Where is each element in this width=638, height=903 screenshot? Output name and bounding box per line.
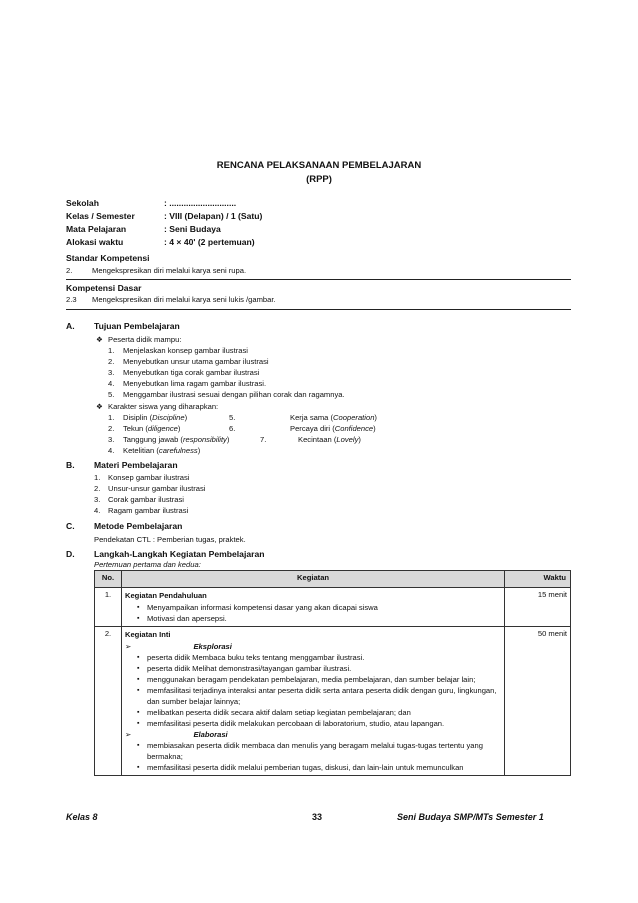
subsection-eksplorasi <box>125 641 501 652</box>
subsection-title: Eksplorasi <box>193 642 232 651</box>
page-number: 33 <box>312 812 323 822</box>
kompetensi-heading: Kompetensi Dasar <box>66 283 142 293</box>
identity-value-class: : VIII (Delapan) / 1 (Satu) <box>164 211 263 221</box>
list-item: ▪ memfasilitasi peserta didik melakukan percobaan di laboratorium, studio, atau lapangan. <box>125 718 501 729</box>
list-item-number: 1. <box>108 346 115 355</box>
list-item-number: 4. <box>94 506 101 515</box>
list-item-number: 3. <box>108 435 115 444</box>
list-item-number: 1. <box>94 473 101 482</box>
list-item: ▪ membiasakan peserta didik membaca dan menulis yang beragam melalui tugas-tugas tertentu yang bermakna; <box>125 740 501 762</box>
row-title: Kegiatan Inti <box>124 630 171 639</box>
list-item: ▪ memfasilitasi peserta didik melalui pemberian tugas, diskusi, dan lain-lain untuk memunculkan <box>125 762 501 773</box>
row-duration: 15 menit <box>505 588 571 627</box>
table-row <box>95 627 571 776</box>
row-content <box>121 627 504 776</box>
subsection-title: Elaborasi <box>193 730 228 739</box>
list-item: Konsep gambar ilustrasi <box>108 473 190 482</box>
list-item: ▪ Menyampaikan informasi kompetensi dasar yang akan dicapai siswa <box>125 602 501 613</box>
list-item-number: 6. <box>229 424 236 433</box>
karakter-item: Percaya diri (Confidence) <box>290 424 376 433</box>
list-item: Menyebutkan unsur utama gambar ilustrasi <box>123 357 269 366</box>
karakter-item: Tekun (diligence) <box>123 424 181 433</box>
section-a-letter: A. <box>66 321 75 331</box>
standar-number: 2. <box>66 266 73 275</box>
row-number: 2. <box>95 627 122 776</box>
karakter-item: Disiplin (Discipline) <box>123 413 188 422</box>
list-item-number: 7. <box>260 435 267 444</box>
list-item: Corak gambar ilustrasi <box>108 495 184 504</box>
identity-label-school: Sekolah <box>66 198 99 208</box>
activities-table <box>94 570 571 776</box>
karakter-intro: Karakter siswa yang diharapkan: <box>108 402 219 411</box>
section-a-intro: Peserta didik mampu: <box>108 335 182 344</box>
document-title: RENCANA PELAKSANAAN PEMBELAJARAN <box>216 160 422 171</box>
footer-class: Kelas 8 <box>66 812 98 822</box>
karakter-item: Kecintaan (Lovely) <box>298 435 361 444</box>
diamond-bullet-icon: ❖ <box>96 402 103 411</box>
document-subtitle: (RPP) <box>306 174 332 185</box>
list-item: Menggambar ilustrasi sesuai dengan pilihan corak dan ragamnya. <box>123 390 345 399</box>
list-item-number: 5. <box>108 390 115 399</box>
diamond-bullet-icon: ❖ <box>96 335 103 344</box>
list-item: ▪ melibatkan peserta didik secara aktif dalam setiap kegiatan pembelajaran; dan <box>125 707 501 718</box>
list-item-number: 3. <box>94 495 101 504</box>
list-item-number: 2. <box>108 424 115 433</box>
column-header-waktu: Waktu <box>505 571 571 588</box>
row-number: 1. <box>95 588 122 627</box>
section-d-letter: D. <box>66 549 75 559</box>
list-item-number: 4. <box>108 379 115 388</box>
section-c-letter: C. <box>66 521 75 531</box>
section-b-letter: B. <box>66 460 75 470</box>
identity-label-subject: Mata Pelajaran <box>66 224 127 234</box>
list-item: Ragam gambar ilustrasi <box>108 506 189 515</box>
section-a-title: Tujuan Pembelajaran <box>94 321 180 331</box>
list-item-number: 1. <box>108 413 115 422</box>
standar-text: Mengekspresikan diri melalui karya seni rupa. <box>92 266 247 275</box>
list-item: ▪ peserta didik Melihat demonstrasi/tayangan gambar ilustrasi. <box>125 663 501 674</box>
karakter-item: Ketelitian (carefulness) <box>123 446 201 455</box>
list-item-number: 2. <box>94 484 101 493</box>
list-item: ▪ Motivasi dan apersepsi. <box>125 613 501 624</box>
list-item: ▪ menggunakan beragam pendekatan pembelajaran, media pembelajaran, dan sumber belajar lain; <box>125 674 501 685</box>
row-content <box>121 588 504 627</box>
identity-label-time: Alokasi waktu <box>66 237 124 247</box>
identity-value-school: : ............................ <box>164 198 237 208</box>
list-item: ▪ memfasilitasi terjadinya interaksi antar peserta didik serta antara peserta didik dengan guru, lingkungan, dan sumber belajar lainnya; <box>125 685 501 707</box>
column-header-kegiatan: Kegiatan <box>121 571 504 588</box>
section-b-title: Materi Pembelajaran <box>94 460 178 470</box>
list-item: Menyebutkan tiga corak gambar ilustrasi <box>123 368 260 377</box>
list-item: Unsur-unsur gambar ilustrasi <box>108 484 206 493</box>
divider-line <box>66 279 571 280</box>
column-header-no: No. <box>95 571 122 588</box>
table-header-row <box>95 571 571 588</box>
section-c-text: Pendekatan CTL : Pemberian tugas, praktek. <box>94 535 246 544</box>
divider-line <box>66 309 571 310</box>
standar-heading: Standar Kompetensi <box>66 253 150 263</box>
arrow-bullet-icon: ➢ <box>124 642 132 651</box>
karakter-item: Kerja sama (Cooperation) <box>290 413 377 422</box>
footer-subject: Seni Budaya SMP/MTs Semester 1 <box>397 812 544 822</box>
list-item-number: 4. <box>108 446 115 455</box>
list-item-number: 3. <box>108 368 115 377</box>
identity-value-subject: : Seni Budaya <box>164 224 221 234</box>
kompetensi-text: Mengekspresikan diri melalui karya seni lukis /gambar. <box>92 295 276 304</box>
list-item: ▪ peserta didik Membaca buku teks tentang menggambar ilustrasi. <box>125 652 501 663</box>
section-c-title: Metode Pembelajaran <box>94 521 183 531</box>
row-title: Kegiatan Pendahuluan <box>124 591 207 600</box>
arrow-bullet-icon: ➢ <box>124 730 132 739</box>
identity-label-class: Kelas / Semester <box>66 211 135 221</box>
kompetensi-number: 2.3 <box>66 295 77 304</box>
row-duration: 50 menit <box>505 627 571 776</box>
list-item-number: 2. <box>108 357 115 366</box>
table-row <box>95 588 571 627</box>
list-item: Menyebutkan lima ragam gambar ilustrasi. <box>123 379 267 388</box>
identity-value-time: : 4 × 40' (2 pertemuan) <box>164 237 255 247</box>
section-d-subtitle: Pertemuan pertama dan kedua: <box>94 560 201 569</box>
karakter-item: Tanggung jawab (responsibility) <box>123 435 230 444</box>
section-d-title: Langkah-Langkah Kegiatan Pembelajaran <box>94 549 265 559</box>
subsection-elaborasi <box>125 729 501 740</box>
list-item-number: 5. <box>229 413 236 422</box>
list-item: Menjelaskan konsep gambar ilustrasi <box>123 346 248 355</box>
